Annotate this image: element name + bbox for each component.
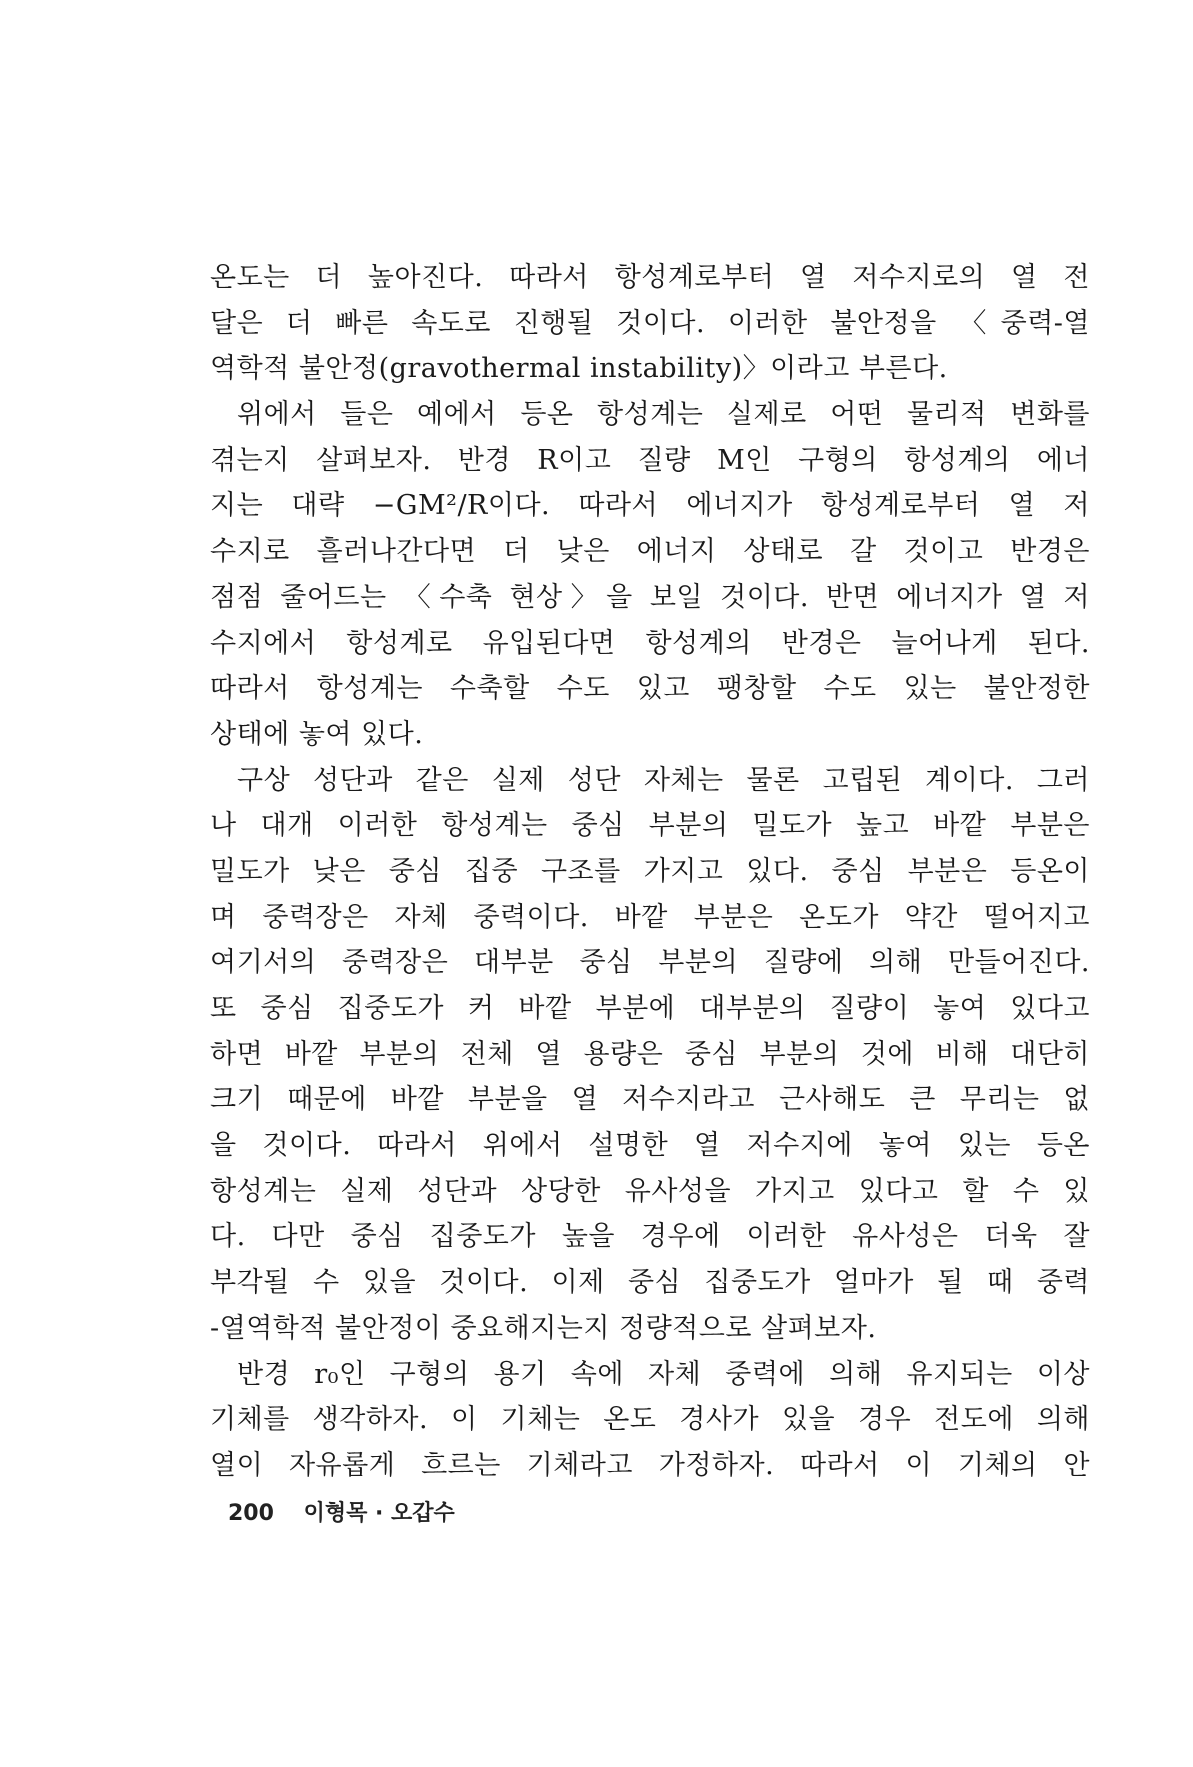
text-line: -열역학적 불안정이 중요해지는지 정량적으로 살펴보자. — [210, 1312, 877, 1344]
text-line: 을 것이다. 따라서 위에서 설명한 열 저수지에 놓여 있는 등온 — [210, 1130, 1090, 1162]
text-line: 구상 성단과 같은 실제 성단 자체는 물론 고립된 계이다. 그러 — [237, 764, 1090, 796]
text-line: 나 대개 이러한 항성계는 중심 부분의 밀도가 높고 바깥 부분은 — [210, 810, 1090, 842]
body-text — [210, 255, 1090, 1489]
text-line: 밀도가 낮은 중심 집중 구조를 가지고 있다. 중심 부분은 등온이 — [210, 855, 1090, 887]
text-line: 하면 바깥 부분의 전체 열 용량은 중심 부분의 것에 비해 대단히 — [210, 1038, 1090, 1070]
text-line: 항성계는 실제 성단과 상당한 유사성을 가지고 있다고 할 수 있 — [210, 1175, 1090, 1207]
page-number: 200 — [228, 1501, 274, 1526]
footer-authors: 이형목 · 오갑수 — [303, 1501, 455, 1526]
text-line: 반경 r₀인 구형의 용기 속에 자체 중력에 의해 유지되는 이상 — [237, 1358, 1090, 1390]
text-line: 따라서 항성계는 수축할 수도 있고 팽창할 수도 있는 불안정한 — [210, 673, 1090, 705]
text-line: 여기서의 중력장은 대부분 중심 부분의 질량에 의해 만들어진다. — [210, 947, 1090, 979]
text-line: 또 중심 집중도가 커 바깥 부분에 대부분의 질량이 놓여 있다고 — [210, 993, 1090, 1024]
page-footer — [228, 1496, 455, 1527]
text-line: 위에서 들은 예에서 등온 항성계는 실제로 어떤 물리적 변화를 — [237, 399, 1090, 431]
text-line: 수지에서 항성계로 유입된다면 항성계의 반경은 늘어나게 된다. — [210, 627, 1090, 659]
text-line: 수지로 흘러나간다면 더 낮은 에너지 상태로 갈 것이고 반경은 — [210, 536, 1090, 568]
text-line: 지는 대략 −GM²/R이다. 따라서 에너지가 항성계로부터 열 저 — [210, 490, 1090, 522]
text-line: 겪는지 살펴보자. 반경 R이고 질량 M인 구형의 항성계의 에너 — [210, 444, 1090, 476]
text-line: 열이 자유롭게 흐르는 기체라고 가정하자. 따라서 이 기체의 안 — [210, 1449, 1090, 1481]
text-line: 며 중력장은 자체 중력이다. 바깥 부분은 온도가 약간 떨어지고 — [210, 901, 1090, 933]
text-line: 부각될 수 있을 것이다. 이제 중심 집중도가 얼마가 될 때 중력 — [210, 1267, 1090, 1299]
text-line: 기체를 생각하자. 이 기체는 온도 경사가 있을 경우 전도에 의해 — [210, 1404, 1090, 1436]
text-line: 상태에 놓여 있다. — [210, 718, 424, 750]
text-line: 역학적 불안정(gravothermal instability)〉이라고 부른다. — [210, 353, 948, 385]
text-line: 크기 때문에 바깥 부분을 열 저수지라고 근사해도 큰 무리는 없 — [210, 1084, 1090, 1116]
text-line: 점점 줄어드는 〈수축 현상〉을 보일 것이다. 반면 에너지가 열 저 — [210, 581, 1090, 613]
text-line: 온도는 더 높아진다. 따라서 항성계로부터 열 저수지로의 열 전 — [210, 262, 1090, 293]
text-line: 다. 다만 중심 집중도가 높을 경우에 이러한 유사성은 더욱 잘 — [210, 1221, 1090, 1253]
text-line: 달은 더 빠른 속도로 진행될 것이다. 이러한 불안정을 〈중력-열 — [210, 307, 1090, 339]
